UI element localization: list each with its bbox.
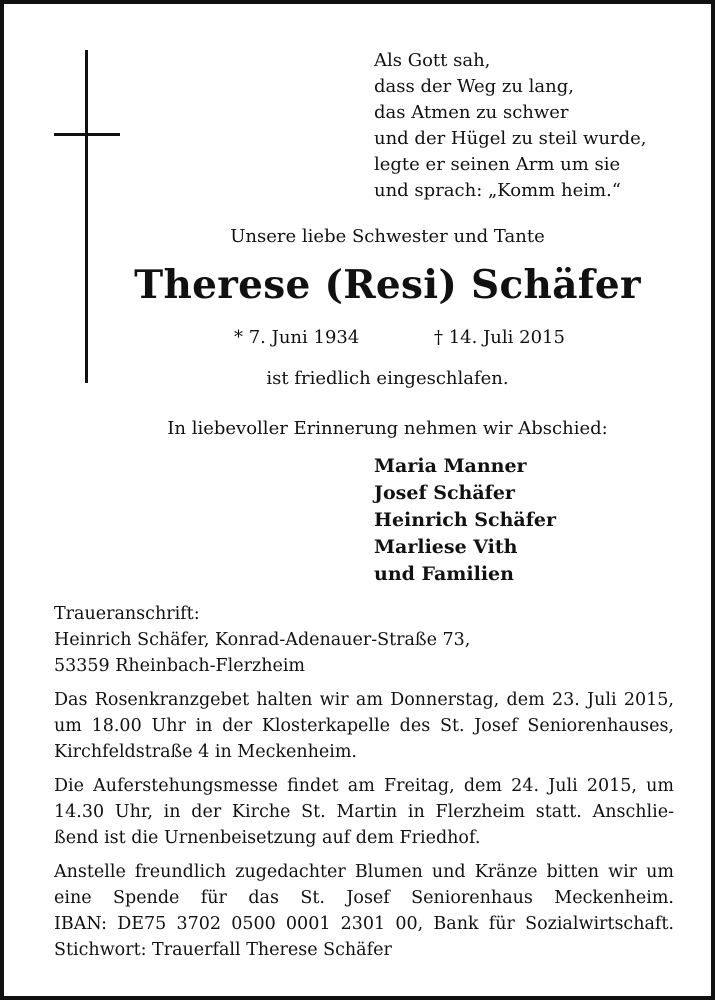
mourner-name: Heinrich Schäfer [374, 509, 556, 531]
address-label: Traueranschrift: [54, 604, 200, 624]
poem-line: das Atmen zu schwer [374, 102, 569, 123]
rosary-line: um 18.00 Uhr in der Klosterkapelle des St. Josef Seniorenhauses, [54, 716, 674, 736]
donation-line: IBAN: DE75 3702 0500 0001 2301 00, Bank für Sozialwirtschaft. [54, 914, 674, 934]
passed-text: ist friedlich eingeschlafen. [266, 368, 509, 389]
poem-line: und sprach: „Komm heim.“ [374, 180, 621, 201]
mourner-name: Maria Manner [374, 455, 527, 477]
poem-line: Als Gott sah, [374, 50, 491, 71]
details-section [54, 601, 674, 963]
cross-icon [85, 50, 88, 383]
mass-line: Die Auferstehungsmesse findet am Freitag, dem 24. Juli 2015, um [54, 776, 674, 796]
poem-line: und der Hügel zu steil wurde, [374, 128, 647, 149]
mourners-list [374, 453, 556, 588]
mourner-name: Josef Schäfer [374, 482, 515, 504]
poem [374, 48, 647, 204]
mass-line: ßend ist die Urnenbeisetzung auf dem Friedhof. [54, 828, 481, 848]
deceased-name: Therese (Resi) Schäfer [134, 262, 641, 308]
donation-line: Anstelle freundlich zugedachter Blumen und Kränze bitten wir um [54, 862, 674, 882]
rosary-line: Kirchfeldstraße 4 in Meckenheim. [54, 742, 357, 762]
cross-icon-bar [54, 133, 120, 136]
address-line: 53359 Rheinbach-Flerzheim [54, 656, 306, 676]
birth-date: * 7. Juni 1934 [234, 327, 360, 348]
poem-line: legte er seinen Arm um sie [374, 154, 621, 175]
donation-line: eine Spende für das St. Josef Seniorenhaus Meckenheim. [54, 888, 674, 908]
intro-text: Unsere liebe Schwester und Tante [230, 226, 545, 247]
donation-line: Stichwort: Trauerfall Therese Schäfer [54, 940, 392, 960]
poem-line: dass der Weg zu lang, [374, 76, 575, 97]
address-line: Heinrich Schäfer, Konrad-Adenauer-Straße 73, [54, 630, 471, 650]
farewell-text: In liebevoller Erinnerung nehmen wir Abschied: [167, 418, 608, 439]
mass-line: 14.30 Uhr, in der Kirche St. Martin in Flerzheim statt. Anschlie- [54, 802, 674, 822]
death-date: † 14. Juli 2015 [434, 327, 565, 348]
mourner-name: Marliese Vith [374, 536, 518, 558]
rosary-line: Das Rosenkranzgebet halten wir am Donnerstag, dem 23. Juli 2015, [54, 690, 674, 710]
mourner-name: und Familien [374, 563, 514, 585]
